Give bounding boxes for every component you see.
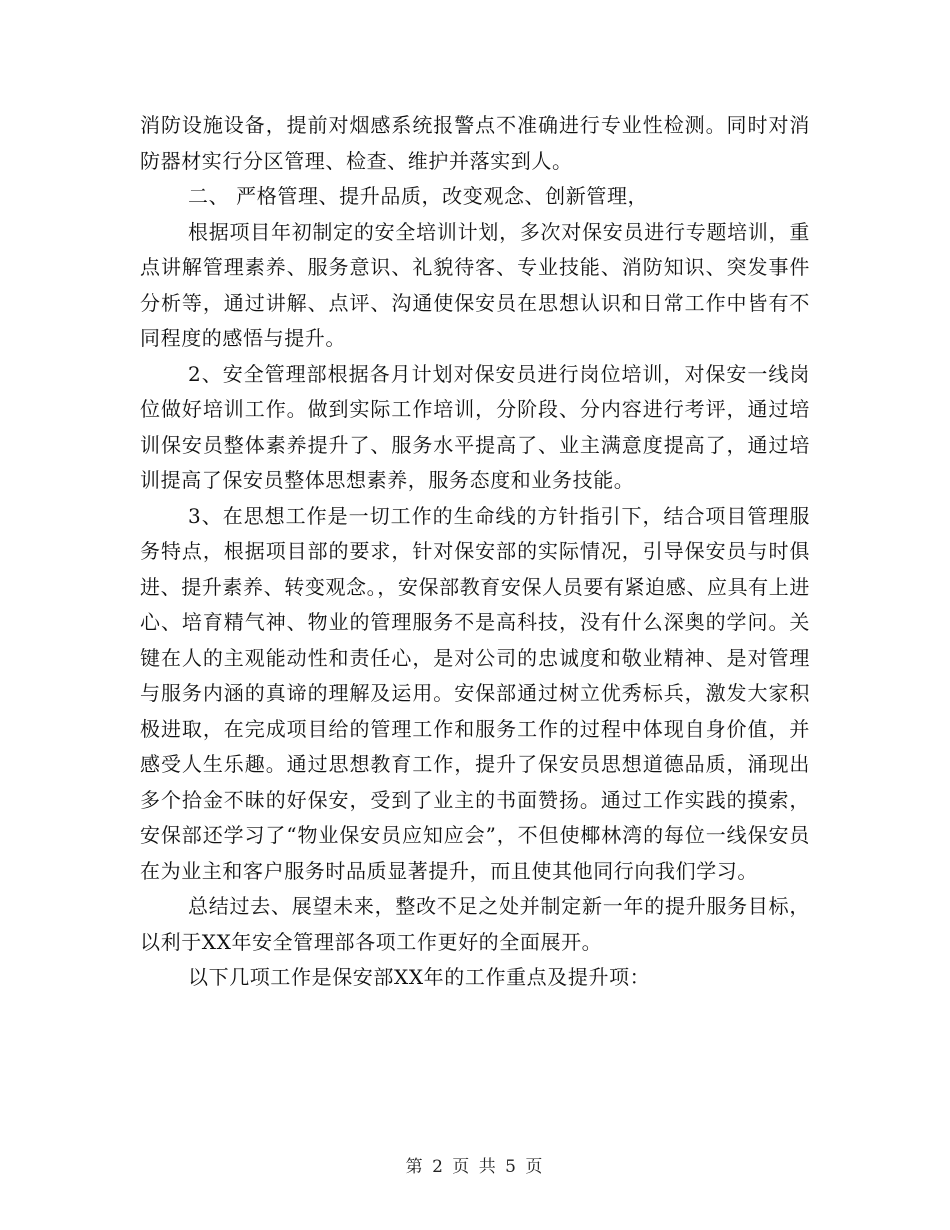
paragraph-training-plan: 根据项目年初制定的安全培训计划，多次对保安员进行专题培训，重点讲解管理素养、服务意识、礼貌待客、专业技能、消防知识、突发事件分析等，通过讲解、点评、沟通使保安员在思想认识和日常工作中皆有不同程度的感悟与提升。 [140, 219, 810, 350]
paragraph-item-2: 2、安全管理部根据各月计划对保安员进行岗位培训，对保安一线岗位做好培训工作。做到实际工作培训，分阶段、分内容进行考评，通过培训保安员整体素养提升了、服务水平提高了、业主满意度提高了，通过培训提高了保安员整体思想素养，服务态度和业务技能。 [140, 361, 810, 492]
section-heading-two: 二、 严格管理、提升品质，改变观念、创新管理， [188, 184, 649, 208]
page-number-footer: 第 2 页 共 5 页 [405, 1157, 545, 1177]
paragraph-key-points-intro: 以下几项工作是保安部XX年的工作重点及提升项： [188, 965, 651, 989]
document-body [140, 108, 810, 996]
paragraph-fire-equipment: 消防设施设备，提前对烟感系统报警点不准确进行专业性检测。同时对消防器材实行分区管理、检查、维护并落实到人。 [140, 113, 810, 173]
paragraph-item-3: 3、在思想工作是一切工作的生命线的方针指引下，结合项目管理服务特点，根据项目部的要求，针对保安部的实际情况，引导保安员与时俱进、提升素养、转变观念。，安保部教育安保人员要有紧迫感、应具有上进心、培育精气神、物业的管理服务不是高科技，没有什么深奥的学问。关键在人的主观能动性和责任心，是对公司的忠诚度和敬业精神、是对管理与服务内涵的真谛的理解及运用。安保部通过树立优秀标兵，激发大家积极进取，在完成项目给的管理工作和服务工作的过程中体现自身价值，并感受人生乐趣。通过思想教育工作，提升了保安员思想道德品质，涌现出多个拾金不昧的好保安，受到了业主的书面赞扬。通过工作实践的摸索，安保部还学习了“物业保安员应知应会”，不但使椰林湾的每位一线保安员在为业主和客户服务时品质显著提升，而且使其他同行向我们学习。 [140, 503, 810, 883]
paragraph-summary: 总结过去、展望未来，整改不足之处并制定新一年的提升服务目标，以利于XX年安全管理部各项工作更好的全面展开。 [140, 894, 810, 954]
